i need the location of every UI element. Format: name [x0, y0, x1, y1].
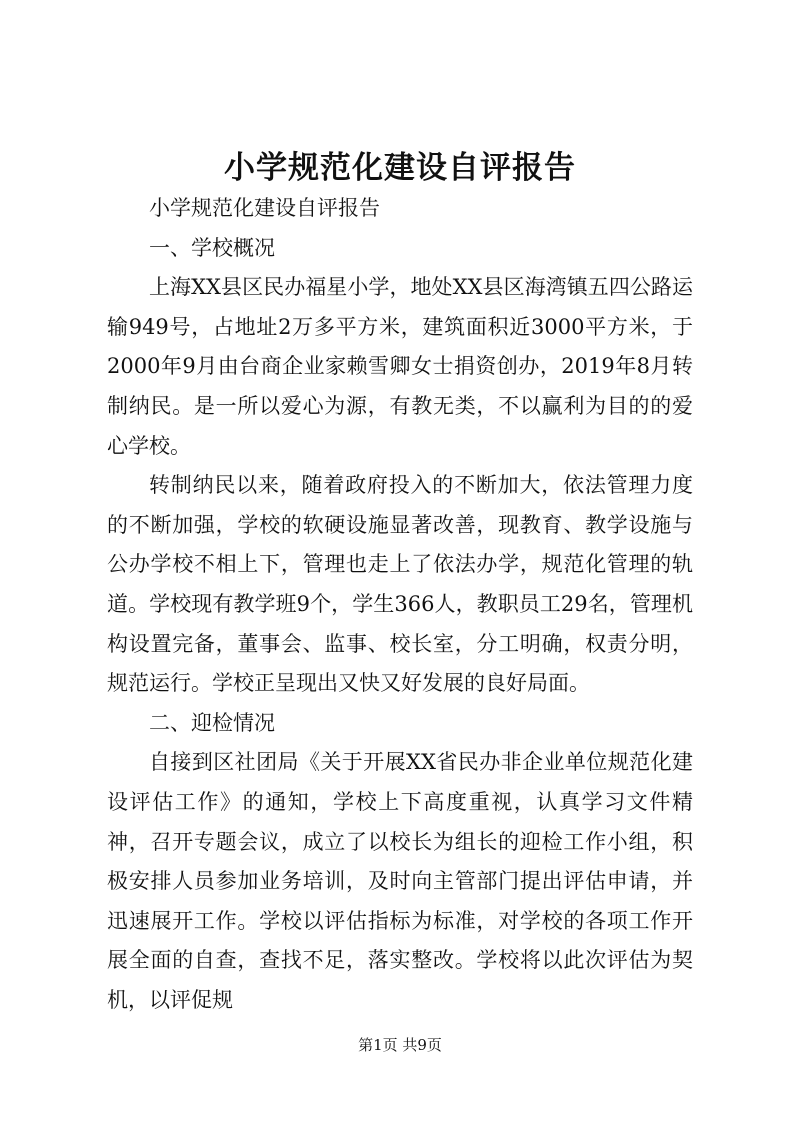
document-title: 小学规范化建设自评报告 [224, 150, 576, 186]
page-number-footer: 第1页 共9页 [358, 1036, 442, 1054]
paragraph-school-intro: 上海XX县区民办福星小学，地处XX县区海湾镇五四公路运输949号，占地址2万多平方米，建筑面积近3000平方米，于2000年9月由台商企业家赖雪卿女士捐资创办，2019年8月转制纳民。是一所以爱心为源，有教无类，不以赢利为目的的爱心学校。 [107, 275, 693, 458]
section-heading-overview: 一、学校概况 [149, 235, 275, 260]
paragraph-heading-repeat: 小学规范化建设自评报告 [149, 196, 380, 220]
document-body [107, 189, 693, 1020]
paragraph-inspection-details: 自接到区社团局《关于开展XX省民办非企业单位规范化建设评估工作》的通知，学校上下高度重视，认真学习文件精神，召开专题会议，成立了以校长为组长的迎检工作小组，积极安排人员参加业务培训，及时向主管部门提出评估申请，并迅速展开工作。学校以评估指标为标准，对学校的各项工作开展全面的自查，查找不足，落实整改。学校将以此次评估为契机，以评促规 [107, 750, 693, 1012]
section-heading-inspection: 二、迎检情况 [149, 710, 275, 735]
paragraph-school-development: 转制纳民以来，随着政府投入的不断加大，依法管理力度的不断加强，学校的软硬设施显著改善，现教育、教学设施与公办学校不相上下，管理也走上了依法办学，规范化管理的轨道。学校现有教学班9个，学生366人，教职员工29名，管理机构设置完备，董事会、监事、校长室，分工明确，权责分明，规范运行。学校正呈现出又快又好发展的良好局面。 [107, 473, 693, 696]
